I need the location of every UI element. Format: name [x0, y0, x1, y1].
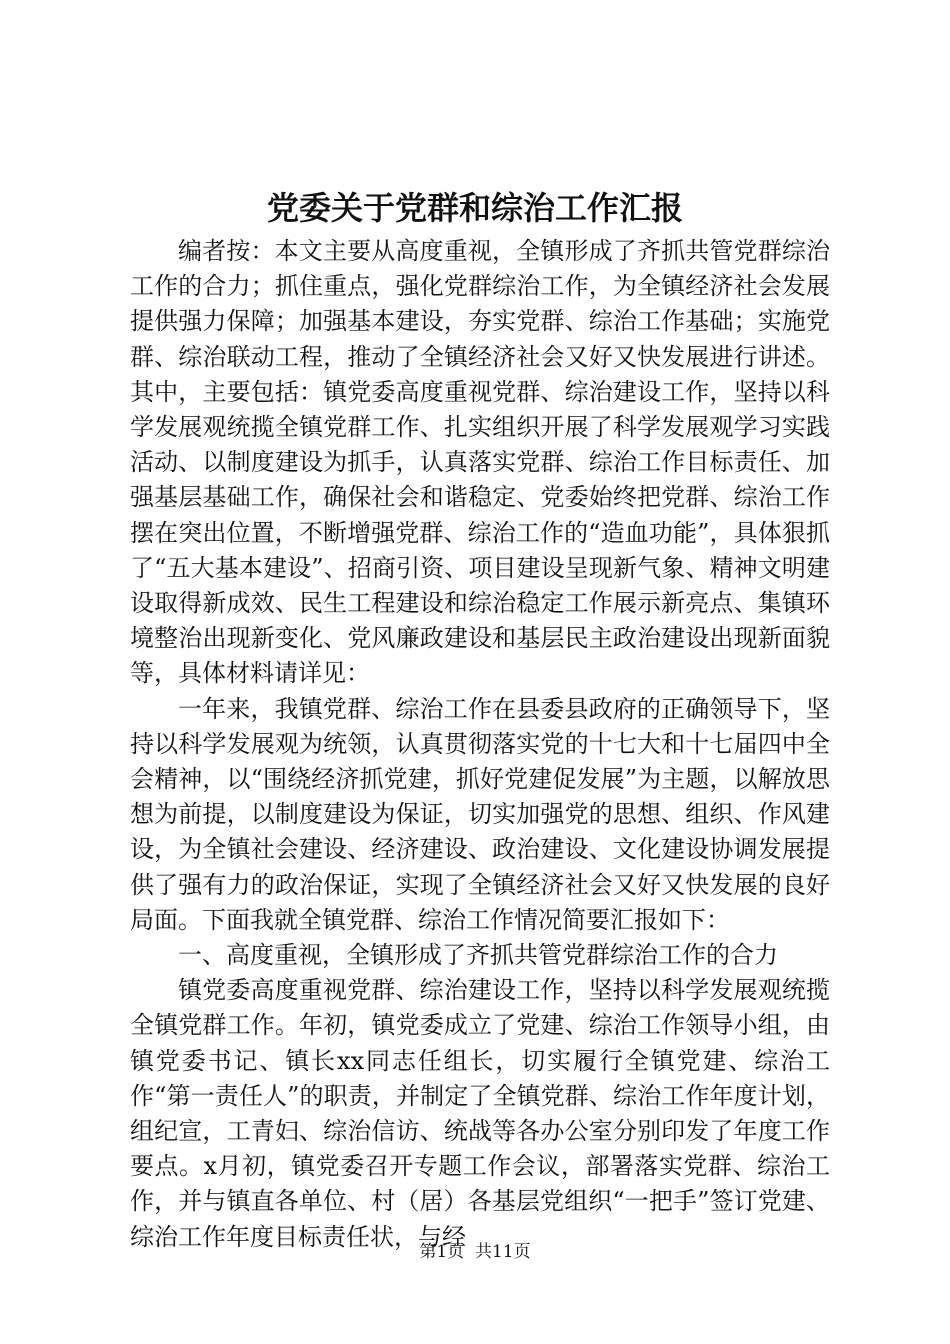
page-footer — [0, 1240, 950, 1264]
intro-paragraph: 一年来，我镇党群、综治工作在县委县政府的正确领导下，坚持以科学发展观为统领，认真贯彻落实党的十七大和十七届四中全会精神，以“围绕经济抓党建，抓好党建促发展”为主题，以解放思想为前提，以制度建设为保证，切实加强党的思想、组织、作风建设，为全镇社会建设、经济建设、政治建设、文化建设协调发展提供了强有力的政治保证，实现了全镇经济社会又好又快发展的良好局面。下面我就全镇党群、综治工作情况简要汇报如下： — [130, 694, 830, 934]
page-number: 第1页 共11页 — [419, 1242, 531, 1262]
editor-note-paragraph: 编者按：本文主要从高度重视，全镇形成了齐抓共管党群综治工作的合力；抓住重点，强化党群综治工作，为全镇经济社会发展提供强力保障；加强基本建设，夯实党群、综治工作基础；实施党群、综治联动工程，推动了全镇经济社会又好又快发展进行讲述。其中，主要包括：镇党委高度重视党群、综治建设工作，坚持以科学发展观统揽全镇党群工作、扎实组织开展了科学发展观学习实践活动、以制度建设为抓手，认真落实党群、综治工作目标责任、加强基层基础工作，确保社会和谐稳定、党委始终把党群、综治工作摆在突出位置，不断增强党群、综治工作的“造血功能”，具体狠抓了“五大基本建设”、招商引资、项目建设呈现新气象、精神文明建设取得新成效、民生工程建设和综治稳定工作展示新亮点、集镇环境整治出现新变化、党风廉政建设和基层民主政治建设出现新面貌等，具体材料请详见： — [130, 237, 830, 688]
section-heading: 一、高度重视，全镇形成了齐抓共管党群综治工作的合力 — [178, 941, 778, 970]
section-paragraph: 镇党委高度重视党群、综治建设工作，坚持以科学发展观统揽全镇党群工作。年初，镇党委成立了党建、综治工作领导小组，由镇党委书记、镇长xx同志任组长，切实履行全镇党建、综治工作“第一责任人”的职责，并制定了全镇党群、综治工作年度计划，组纪宣，工青妇、综治信访、统战等各办公室分别印发了年度工作要点。x月初，镇党委召开专题工作会议，部署落实党群、综治工作，并与镇直各单位、村（居）各基层党组织“一把手”签订党建、综治工作年度目标责任状，与经 — [130, 976, 830, 1251]
document-body — [130, 234, 830, 1255]
document-title: 党委关于党群和综治工作汇报 — [266, 189, 683, 227]
